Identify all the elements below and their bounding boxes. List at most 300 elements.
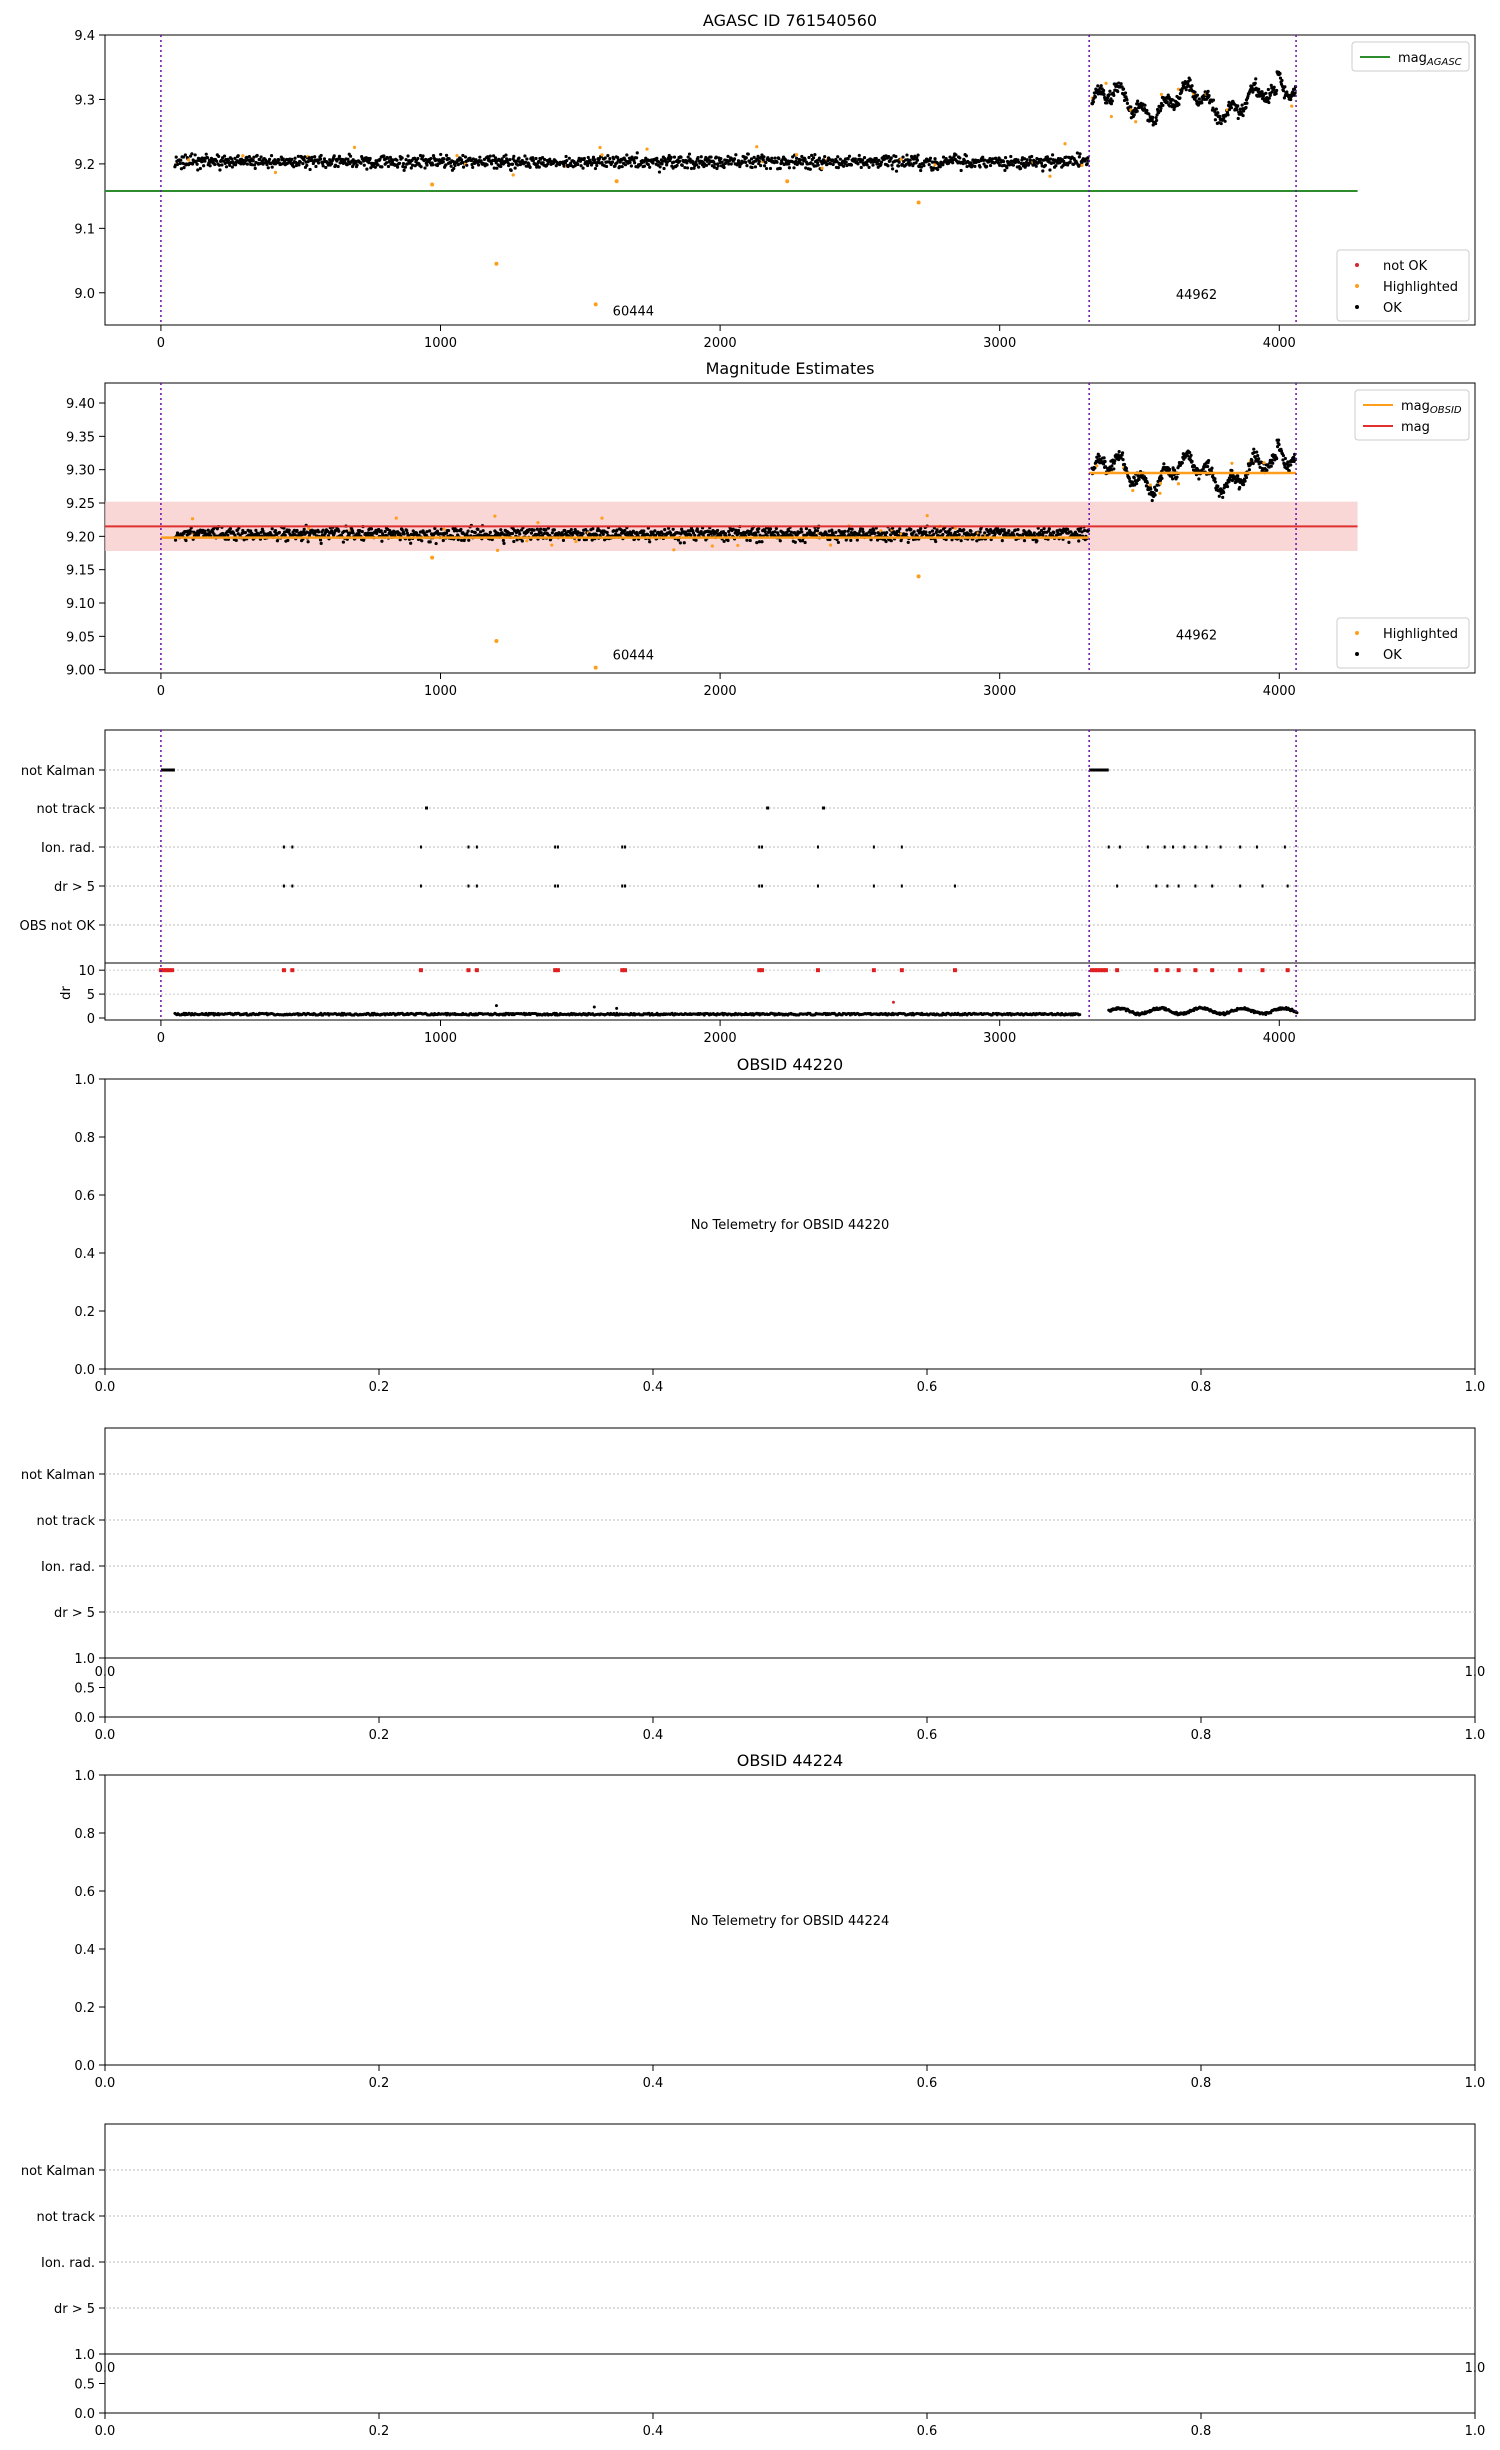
agasc-ok-point xyxy=(1245,102,1248,105)
agasc-ok-point xyxy=(1044,164,1047,167)
magest-ok-point xyxy=(274,529,277,532)
magest-ok-point xyxy=(979,530,982,533)
agasc-ok-point xyxy=(860,166,863,169)
magest-ok-point xyxy=(849,539,852,542)
agasc-ok-point xyxy=(363,164,366,167)
magest-ok-point xyxy=(1155,489,1158,492)
agasc-ok-point xyxy=(1012,164,1015,167)
magest-ok-point xyxy=(1035,539,1038,542)
agasc-ok-point xyxy=(267,166,270,169)
magest-ok-point xyxy=(1168,468,1171,471)
agasc-ok-point xyxy=(625,153,628,156)
agasc-xtick-label: 4000 xyxy=(1262,336,1296,351)
agasc-ok-point xyxy=(662,167,665,170)
magest-ok-point xyxy=(1160,477,1163,480)
agasc-ok-point xyxy=(675,164,678,167)
magest-ok-point xyxy=(1103,460,1106,463)
agasc-ok-point xyxy=(499,165,502,168)
agasc-ok-point xyxy=(254,167,257,170)
dr-ytick-label: 0 xyxy=(86,1012,95,1027)
magest-ok-point xyxy=(1193,465,1196,468)
agasc-ok-point xyxy=(886,164,889,167)
flag-dr5-mark xyxy=(1116,885,1118,888)
agasc-ok-point xyxy=(398,162,401,165)
magest-ok-point xyxy=(769,527,772,530)
agasc-ok-point xyxy=(1178,96,1181,99)
agasc-ok-point xyxy=(643,165,646,168)
flag-dr5-mark xyxy=(1178,885,1180,888)
agasc-ok-point xyxy=(395,159,398,162)
agasc-ok-point xyxy=(403,169,406,172)
flag-ion-rad-mark xyxy=(1220,846,1222,849)
magest-ok-point xyxy=(436,530,439,533)
dr-point xyxy=(1078,1013,1081,1016)
magest-ok-point xyxy=(931,529,934,532)
agasc-ok-point xyxy=(1230,106,1233,109)
agasc-highlighted-point xyxy=(1080,164,1083,167)
agasc-ok-point xyxy=(1278,72,1281,75)
magest-ok-point xyxy=(648,540,651,543)
magest-ok-point xyxy=(775,527,778,530)
agasc-ok-point xyxy=(673,156,676,159)
magest-ok-point xyxy=(934,540,937,543)
agasc-ok-point xyxy=(595,164,598,167)
magest-ok-point xyxy=(924,531,927,534)
agasc-ok-point xyxy=(658,170,661,173)
agasc-ok-point xyxy=(655,157,658,160)
agasc-ok-point xyxy=(901,155,904,158)
magest-ytick-label: 9.25 xyxy=(66,497,95,512)
agasc-ok-point xyxy=(452,167,455,170)
agasc-ok-point xyxy=(1030,155,1033,158)
flag-ion-rad-mark xyxy=(1194,846,1196,849)
agasc-ok-point xyxy=(313,155,316,158)
magest-ok-point xyxy=(1001,539,1004,542)
agasc-ok-point xyxy=(508,158,511,161)
agasc-ok-point xyxy=(836,155,839,158)
agasc-highlighted-point xyxy=(241,154,244,157)
magest-ok-point xyxy=(229,527,232,530)
agasc-highlighted-point xyxy=(594,302,598,306)
agasc-ok-point xyxy=(909,158,912,161)
agasc-ok-point xyxy=(271,166,274,169)
magest-ok-point xyxy=(380,529,383,532)
agasc-ok-point xyxy=(688,152,691,155)
magest-ok-point xyxy=(361,530,364,533)
magest-ok-point xyxy=(370,527,373,530)
magest-ok-point xyxy=(581,532,584,535)
magest-ok-point xyxy=(288,529,291,532)
magest-highlighted-point xyxy=(525,539,528,542)
magest-ok-point xyxy=(745,539,748,542)
magest-ok-point xyxy=(409,542,412,545)
agasc-ok-point xyxy=(534,157,537,160)
agasc-ok-point xyxy=(1193,91,1196,94)
magest-highlighted-point xyxy=(1159,482,1162,485)
agasc-ok-point xyxy=(1220,122,1223,125)
flag-dr5-mark xyxy=(901,885,903,888)
magest-bottom-legend-marker xyxy=(1355,631,1359,635)
agasc-ok-point xyxy=(734,153,737,156)
agasc-ok-point xyxy=(1189,78,1192,81)
magest-ok-point xyxy=(317,530,320,533)
magest-ok-point xyxy=(1112,467,1115,470)
agasc-ok-point xyxy=(1003,169,1006,172)
agasc-ok-point xyxy=(1236,104,1239,107)
agasc-highlighted-point xyxy=(795,153,798,156)
agasc-ok-point xyxy=(719,157,722,160)
magest-ok-point xyxy=(760,540,763,543)
agasc-ok-point xyxy=(206,156,209,159)
flag-ion-rad-mark xyxy=(1206,846,1208,849)
magest-ok-point xyxy=(1066,528,1069,531)
agasc-ok-point xyxy=(605,165,608,168)
agasc-ok-point xyxy=(839,158,842,161)
agasc-ok-point xyxy=(848,155,851,158)
magest-ok-point xyxy=(898,527,901,530)
agasc-ok-point xyxy=(1268,97,1271,100)
agasc-ok-point xyxy=(1267,101,1270,104)
agasc-ok-point xyxy=(194,153,197,156)
agasc-ok-point xyxy=(227,159,230,162)
agasc-ok-point xyxy=(809,168,812,171)
magest-ok-point xyxy=(653,529,656,532)
agasc-ok-point xyxy=(1289,98,1292,101)
agasc-ok-point xyxy=(1105,101,1108,104)
flags-row-label: Ion. rad. xyxy=(41,841,95,856)
magest-ok-point xyxy=(960,539,963,542)
agasc-ok-point xyxy=(1086,162,1089,165)
magest-ok-point xyxy=(1162,462,1165,465)
agasc-ok-point xyxy=(773,156,776,159)
magest-ok-point xyxy=(1128,477,1131,480)
agasc-bottom-legend-label: OK xyxy=(1383,301,1402,316)
flag-dr5-mark xyxy=(420,885,422,888)
magest-ok-point xyxy=(384,530,387,533)
magest-ok-point xyxy=(322,529,325,532)
agasc-ok-point xyxy=(525,157,528,160)
agasc-ok-point xyxy=(1267,88,1270,91)
dr-ytick-label: 5 xyxy=(86,988,95,1004)
agasc-ok-point xyxy=(670,156,673,159)
magest-ok-point xyxy=(1113,459,1116,462)
magest-ok-point xyxy=(476,528,479,531)
agasc-highlighted-point xyxy=(455,154,458,157)
agasc-ok-point xyxy=(225,165,228,168)
magest-ok-point xyxy=(435,542,438,545)
agasc-ok-point xyxy=(1126,102,1129,105)
agasc-ok-point xyxy=(429,157,432,160)
magest-ytick-label: 9.20 xyxy=(66,530,95,546)
flag-ion-rad-mark xyxy=(476,846,478,849)
agasc-ok-point xyxy=(1214,118,1217,121)
agasc-ok-point xyxy=(323,157,326,160)
magest-ok-point xyxy=(1154,493,1157,496)
agasc-ok-point xyxy=(565,159,568,162)
agasc-ok-point xyxy=(268,158,271,161)
agasc-bottom-legend-marker xyxy=(1355,305,1359,309)
magest-highlighted-point xyxy=(395,516,398,519)
magest-ok-point xyxy=(562,539,565,542)
magest-xtick-label: 0 xyxy=(156,684,166,699)
magest-ok-point xyxy=(694,539,697,542)
magest-ok-point xyxy=(1175,475,1178,478)
magest-ok-point xyxy=(295,529,298,532)
flag-ion-rad-mark xyxy=(1119,846,1121,849)
magest-ok-point xyxy=(1242,483,1245,486)
agasc-ok-point xyxy=(777,157,780,160)
magest-ok-point xyxy=(1118,450,1121,453)
agasc-ok-point xyxy=(202,164,205,167)
agasc-highlighted-point xyxy=(1134,120,1137,123)
agasc-ok-point xyxy=(1143,104,1146,107)
magest-ok-point xyxy=(286,539,289,542)
flag-dr5-mark xyxy=(1287,885,1289,888)
agasc-ok-point xyxy=(1035,165,1038,168)
flag-ion-rad-mark xyxy=(1239,846,1241,849)
magest-ok-point xyxy=(837,541,840,544)
agasc-ok-point xyxy=(581,167,584,170)
magest-ok-point xyxy=(244,531,247,534)
magest-ok-point xyxy=(511,532,514,535)
magest-ok-point xyxy=(884,540,887,543)
flag-dr5-mark xyxy=(1239,885,1241,888)
magest-ok-point xyxy=(536,528,539,531)
agasc-ok-point xyxy=(1005,166,1008,169)
agasc-ok-point xyxy=(1200,101,1203,104)
magest-highlighted-point xyxy=(496,549,499,552)
magest-ok-point xyxy=(405,529,408,532)
magest-xtick-label: 4000 xyxy=(1262,684,1296,699)
agasc-ok-point xyxy=(184,153,187,156)
agasc-ok-point xyxy=(1154,122,1157,125)
agasc-ok-point xyxy=(359,162,362,165)
magest-ok-point xyxy=(816,529,819,532)
magest-ok-point xyxy=(1135,482,1138,485)
agasc-ok-point xyxy=(765,167,768,170)
magest-ok-point xyxy=(1123,463,1126,466)
agasc-highlighted-point xyxy=(615,179,619,183)
magest-ok-point xyxy=(909,528,912,531)
agasc-ok-point xyxy=(659,165,662,168)
magest-ok-point xyxy=(1213,477,1216,480)
agasc-ok-point xyxy=(477,163,480,166)
magest-ok-point xyxy=(1236,474,1239,477)
agasc-ok-point xyxy=(396,166,399,169)
agasc-ok-point xyxy=(1048,168,1051,171)
agasc-ok-point xyxy=(1155,116,1158,119)
agasc-ok-point xyxy=(611,160,614,163)
flag-dr5-mark xyxy=(1166,885,1168,888)
agasc-ok-point xyxy=(423,166,426,169)
magest-highlighted-point xyxy=(191,517,194,520)
magest-ok-point xyxy=(235,539,238,542)
agasc-ok-point xyxy=(762,155,765,158)
magest-ok-point xyxy=(1144,477,1147,480)
agasc-ok-point xyxy=(1094,95,1097,98)
magest-ok-point xyxy=(530,531,533,534)
agasc-ok-point xyxy=(604,156,607,159)
agasc-ok-point xyxy=(237,154,240,157)
agasc-ok-point xyxy=(478,156,481,159)
magest-ok-point xyxy=(532,529,535,532)
agasc-ok-point xyxy=(576,163,579,166)
agasc-ok-point xyxy=(404,166,407,169)
magest-highlighted-point xyxy=(829,544,832,547)
agasc-highlighted-point xyxy=(917,201,921,205)
agasc-ok-point xyxy=(517,157,520,160)
magest-ok-point xyxy=(174,539,177,542)
agasc-ok-point xyxy=(290,158,293,161)
magest-ok-point xyxy=(1238,486,1241,489)
agasc-ok-point xyxy=(349,155,352,158)
agasc-highlighted-point xyxy=(1063,142,1066,145)
agasc-ok-point xyxy=(277,158,280,161)
agasc-ok-point xyxy=(297,163,300,166)
flag-dr5-mark xyxy=(954,885,956,888)
agasc-ok-point xyxy=(532,159,535,162)
agasc-ok-point xyxy=(681,164,684,167)
magest-ok-point xyxy=(307,540,310,543)
agasc-ok-point xyxy=(754,165,757,168)
agasc-ok-point xyxy=(922,164,925,167)
magest-ok-point xyxy=(352,531,355,534)
magest-ok-point xyxy=(1125,467,1128,470)
magest-ok-point xyxy=(834,531,837,534)
agasc-ok-point xyxy=(837,166,840,169)
agasc-ytick-label: 9.3 xyxy=(74,93,95,109)
agasc-ok-point xyxy=(1224,120,1227,123)
magest-ok-point xyxy=(1226,485,1229,488)
magest-highlighted-point xyxy=(550,543,553,546)
agasc-ok-point xyxy=(717,164,720,167)
agasc-xtick-label: 3000 xyxy=(983,336,1017,351)
magest-ok-point xyxy=(1197,477,1200,480)
magest-ok-point xyxy=(467,539,470,542)
magest-ok-point xyxy=(254,529,257,532)
agasc-ok-point xyxy=(823,155,826,158)
agasc-ok-point xyxy=(256,154,259,157)
agasc-bottom-legend-label: Highlighted xyxy=(1383,280,1458,295)
magest-ok-point xyxy=(905,533,908,536)
flags-row-label: not track xyxy=(36,802,95,817)
agasc-ok-point xyxy=(1136,100,1139,103)
agasc-ok-point xyxy=(1155,119,1158,122)
agasc-ok-point xyxy=(1198,97,1201,100)
flag-dr5-mark xyxy=(1211,885,1213,888)
agasc-xtick-label: 1000 xyxy=(423,336,458,351)
magest-ok-point xyxy=(276,539,279,542)
magest-ok-point xyxy=(521,539,524,542)
agasc-ok-point xyxy=(845,161,848,164)
agasc-ok-point xyxy=(764,161,767,164)
agasc-ok-point xyxy=(648,166,651,169)
magest-highlighted-point xyxy=(574,540,577,543)
magest-ok-point xyxy=(1048,527,1051,530)
magest-ok-point xyxy=(1222,491,1225,494)
magest-ok-point xyxy=(489,531,492,534)
agasc-ok-point xyxy=(494,156,497,159)
agasc-ok-point xyxy=(941,163,944,166)
magest-ok-point xyxy=(303,528,306,531)
agasc-ok-point xyxy=(1275,89,1278,92)
magest-ok-point xyxy=(679,541,682,544)
agasc-ok-point xyxy=(951,161,954,164)
magest-ok-point xyxy=(1007,529,1010,532)
agasc-ok-point xyxy=(462,166,465,169)
magest-ok-point xyxy=(861,528,864,531)
magest-ytick-label: 9.40 xyxy=(66,397,95,412)
flag-ion-rad-mark xyxy=(420,846,422,849)
agasc-ok-point xyxy=(190,152,193,155)
agasc-ok-point xyxy=(763,164,766,167)
agasc-ok-point xyxy=(628,161,631,164)
magest-ok-point xyxy=(1181,461,1184,464)
agasc-ok-point xyxy=(612,157,615,160)
agasc-xtick-label: 0 xyxy=(156,336,166,351)
magest-ok-point xyxy=(184,539,187,542)
agasc-ok-point xyxy=(450,165,453,168)
agasc-highlighted-point xyxy=(1104,82,1107,85)
agasc-ok-point xyxy=(788,166,791,169)
agasc-ok-point xyxy=(707,162,710,165)
agasc-ok-point xyxy=(252,159,255,162)
agasc-xtick-label: 2000 xyxy=(703,336,737,351)
agasc-ok-point xyxy=(1254,82,1257,85)
agasc-ok-point xyxy=(1054,164,1057,167)
agasc-ok-point xyxy=(179,159,182,162)
agasc-ok-point xyxy=(1111,99,1114,102)
magest-highlighted-point xyxy=(594,666,598,670)
magest-highlighted-point xyxy=(1177,482,1180,485)
magest-bottom-legend-marker xyxy=(1355,652,1359,656)
magest-ok-point xyxy=(935,528,938,531)
agasc-highlighted-point xyxy=(1110,115,1113,118)
magest-highlighted-point xyxy=(1131,489,1134,492)
agasc-ok-point xyxy=(745,156,748,159)
agasc-ok-point xyxy=(1108,90,1111,93)
flag-ion-rad-mark xyxy=(1183,846,1185,849)
magest-ok-point xyxy=(226,534,229,537)
magest-ok-point xyxy=(1207,459,1210,462)
flag-ion-rad-mark xyxy=(901,846,903,849)
agasc-ok-point xyxy=(1103,93,1106,96)
magest-ok-point xyxy=(719,534,722,537)
magest-top-legend-label: mag$_{OBSID}$ xyxy=(1401,399,1462,416)
magest-ok-point xyxy=(1077,539,1080,542)
magest-ok-point xyxy=(1275,457,1278,460)
agasc-ok-point xyxy=(747,153,750,156)
flag-dr5-mark xyxy=(761,885,763,888)
agasc-ok-point xyxy=(1122,87,1125,90)
agasc-ok-point xyxy=(406,154,409,157)
flags-panel xyxy=(20,730,1476,1046)
magest-xtick-label: 1000 xyxy=(423,684,458,699)
agasc-highlighted-point xyxy=(600,153,603,156)
agasc-ok-point xyxy=(1237,117,1240,120)
agasc-bottom-legend-label: not OK xyxy=(1383,259,1428,274)
agasc-ok-point xyxy=(512,155,515,158)
agasc-ok-point xyxy=(866,163,869,166)
magest-ok-point xyxy=(728,533,731,536)
magest-ok-point xyxy=(1256,454,1259,457)
magest-ok-point xyxy=(1146,481,1149,484)
flag-dr5-mark xyxy=(758,885,760,888)
agasc-ok-point xyxy=(651,161,654,164)
flags-row-label: not Kalman xyxy=(20,764,95,779)
agasc-ok-point xyxy=(1185,88,1188,91)
agasc-ok-point xyxy=(270,154,273,157)
